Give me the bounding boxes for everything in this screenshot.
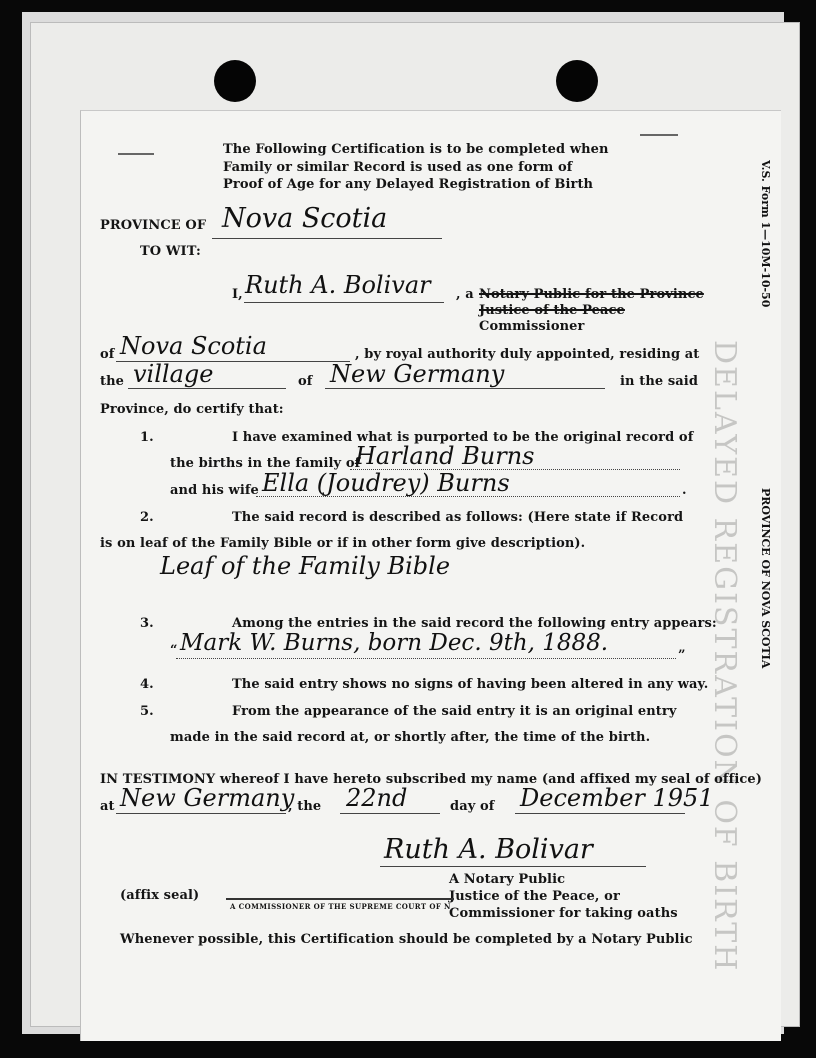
signature: Ruth A. Bolivar bbox=[384, 834, 593, 865]
item5-text-2: made in the said record at, or shortly after, the time of the birth. bbox=[170, 730, 651, 745]
item1-text: I have examined what is purported to be the original record of bbox=[232, 430, 694, 445]
declarant-name: Ruth A. Bolivar bbox=[245, 271, 431, 299]
declarant-prefix: I, bbox=[232, 287, 243, 302]
signature-underline bbox=[380, 866, 646, 867]
testimony-the: , the bbox=[288, 799, 322, 814]
wife-label: and his wife bbox=[170, 483, 259, 498]
header-line-3: Proof of Age for any Delayed Registration of Birth bbox=[223, 177, 594, 192]
form-number: V.S. Form 1—10M-10-50 bbox=[759, 160, 772, 308]
place-type: village bbox=[133, 360, 214, 388]
title-justice: Justice of the Peace bbox=[479, 303, 625, 318]
footer-note: Whenever possible, this Certification should be completed by a Notary Public bbox=[120, 932, 693, 947]
entry-open-quote: “ bbox=[170, 643, 178, 658]
declarant-a: , a bbox=[456, 287, 474, 302]
watermark-text: DELAYED REGISTRATION OF BIRTH bbox=[707, 340, 742, 973]
header-line-2: Family or similar Record is used as one form of bbox=[223, 160, 573, 175]
signer-title-1: A Notary Public bbox=[449, 872, 566, 887]
births-label: the births in the family of bbox=[170, 456, 361, 471]
item1-end: . bbox=[682, 483, 687, 498]
punch-hole-right bbox=[556, 60, 598, 102]
testimony-at: at bbox=[100, 799, 115, 814]
father-name: Harland Burns bbox=[355, 442, 535, 470]
certify-label: Province, do certify that: bbox=[100, 402, 284, 417]
entry-close-quote: ” bbox=[678, 648, 686, 663]
entry-value: Mark W. Burns, born Dec. 9th, 1888. bbox=[180, 630, 609, 656]
place-underline bbox=[325, 388, 605, 389]
testimony-day: 22nd bbox=[346, 784, 408, 812]
item3-text: Among the entries in the said record the following entry appears: bbox=[232, 616, 717, 631]
record-description: Leaf of the Family Bible bbox=[160, 552, 451, 580]
item2-number: 2. bbox=[140, 510, 154, 525]
commissioner-stamp: A COMMISSIONER OF THE SUPREME COURT OF N bbox=[230, 902, 451, 911]
testimony-place: New Germany bbox=[120, 784, 295, 812]
testimony-place-underline bbox=[116, 813, 286, 814]
of2-label: of bbox=[298, 374, 313, 389]
item3-number: 3. bbox=[140, 616, 154, 631]
place-type-underline bbox=[128, 388, 286, 389]
title-commissioner: Commissioner bbox=[479, 319, 585, 334]
testimony-day-underline bbox=[340, 813, 440, 814]
item2-text: The said record is described as follows: (Here state if Record bbox=[232, 510, 684, 525]
the-label: the bbox=[100, 374, 125, 389]
province-underline bbox=[212, 238, 442, 239]
side-title: PROVINCE OF NOVA SCOTIA bbox=[759, 488, 772, 669]
mother-underline bbox=[256, 496, 680, 497]
punch-hole-left bbox=[214, 60, 256, 102]
testimony-day-of: day of bbox=[450, 799, 495, 814]
testimony-text: IN TESTIMONY whereof I have hereto subscribed my name (and affixed my seal of office) bbox=[100, 772, 762, 787]
signer-title-2: Justice of the Peace, or bbox=[449, 889, 620, 904]
header-line-1: The Following Certification is to be completed when bbox=[223, 142, 609, 157]
item4-text: The said entry shows no signs of having been altered in any way. bbox=[232, 677, 709, 692]
declarant-underline bbox=[244, 302, 444, 303]
item5-text: From the appearance of the said entry it is an original entry bbox=[232, 704, 677, 719]
mother-name: Ella (Joudrey) Burns bbox=[262, 469, 510, 497]
item5-number: 5. bbox=[140, 704, 154, 719]
province-label: PROVINCE OF bbox=[100, 218, 207, 233]
decorative-rule-left bbox=[118, 153, 154, 155]
province-value: Nova Scotia bbox=[222, 203, 388, 234]
decorative-rule-right bbox=[640, 134, 678, 136]
authority-text: , by royal authority duly appointed, residing at bbox=[355, 347, 700, 362]
title-notary: Notary Public for the Province bbox=[479, 287, 704, 302]
place-value: New Germany bbox=[330, 360, 505, 388]
of-value: Nova Scotia bbox=[120, 332, 267, 360]
item2-text-2: is on leaf of the Family Bible or if in other form give description). bbox=[100, 536, 586, 551]
testimony-month-underline bbox=[515, 813, 685, 814]
to-wit-label: TO WIT: bbox=[140, 244, 201, 259]
testimony-month-year: December 1951 bbox=[520, 784, 714, 812]
affix-seal-label: (affix seal) bbox=[120, 888, 200, 903]
in-said-label: in the said bbox=[620, 374, 699, 389]
item1-number: 1. bbox=[140, 430, 154, 445]
item4-number: 4. bbox=[140, 677, 154, 692]
entry-underline bbox=[176, 658, 676, 659]
stamp-rule bbox=[226, 898, 454, 900]
signer-title-3: Commissioner for taking oaths bbox=[449, 906, 678, 921]
of-label: of bbox=[100, 347, 115, 362]
